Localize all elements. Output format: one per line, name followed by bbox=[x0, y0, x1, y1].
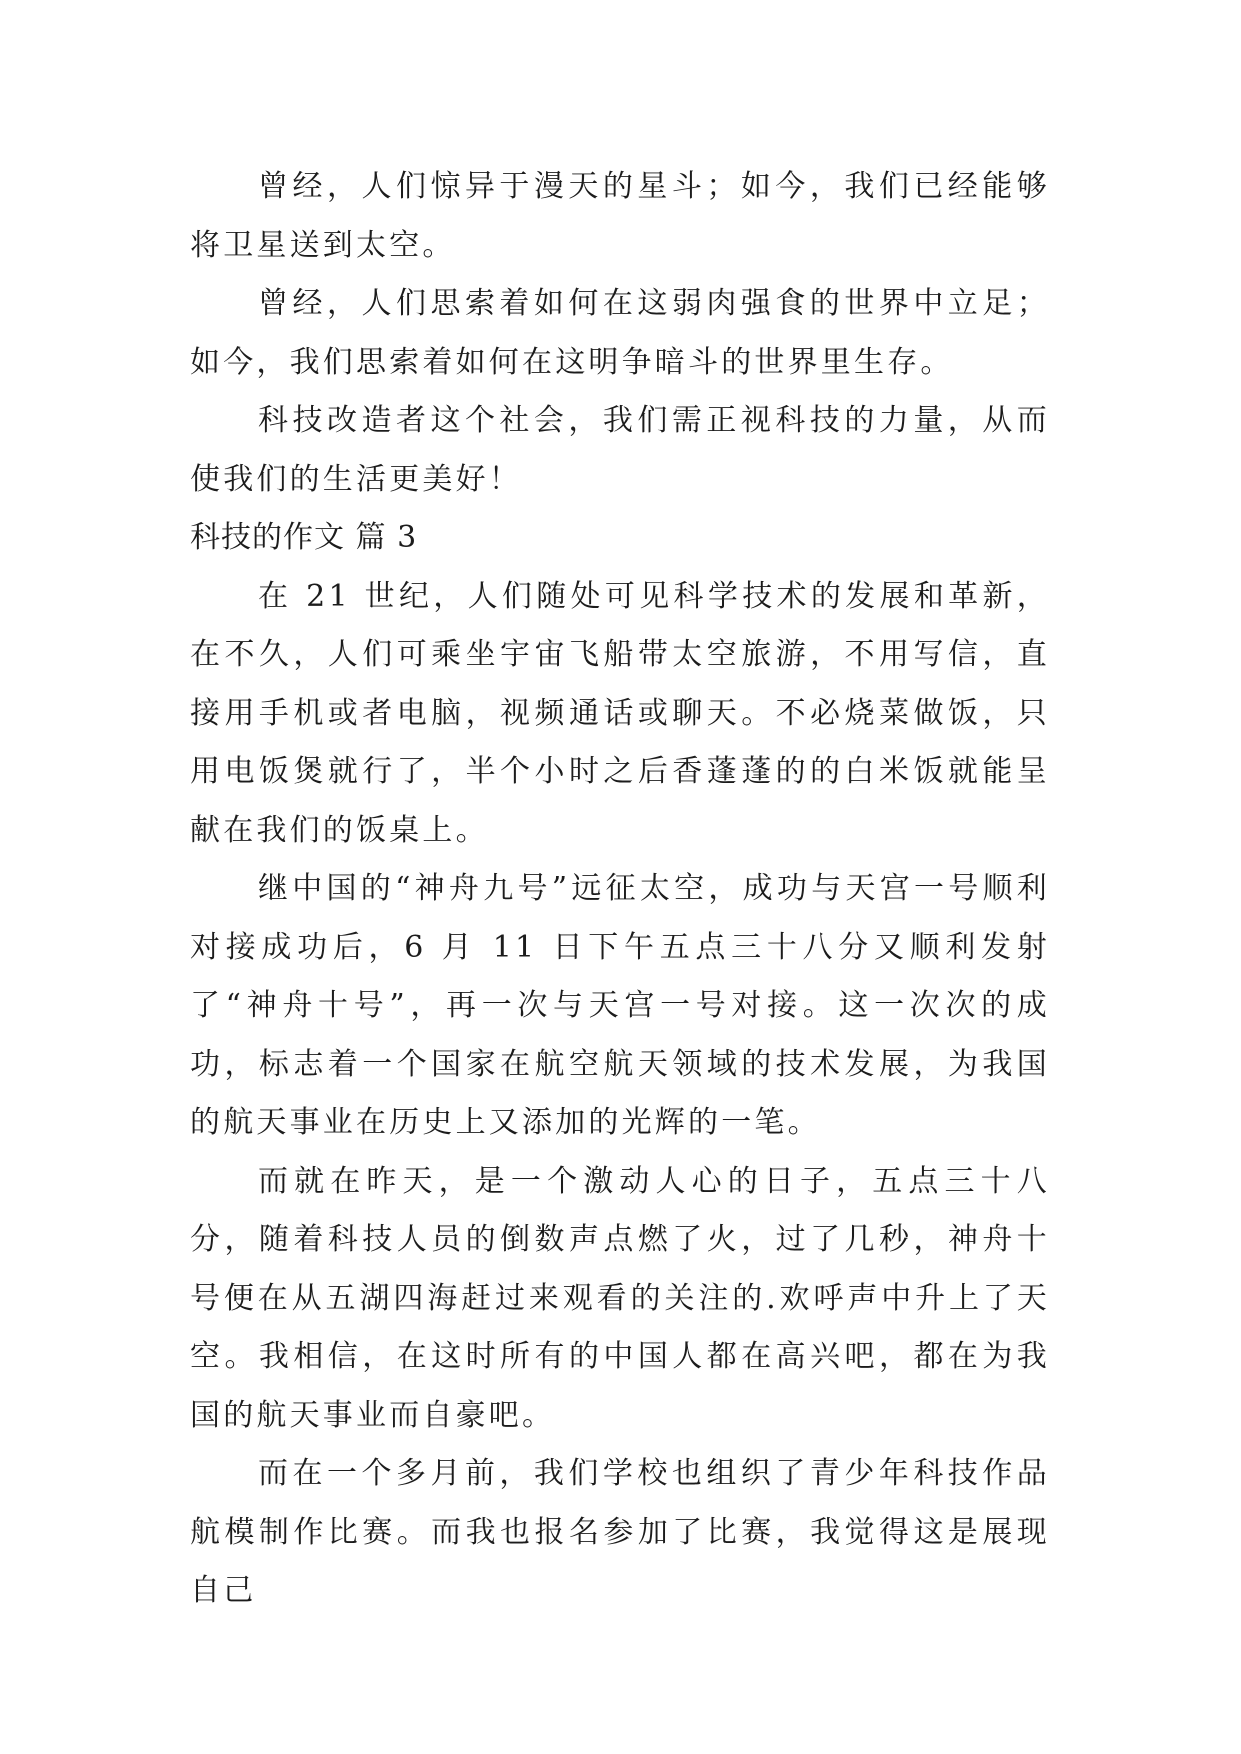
paragraph-model-contest: 而在一个多月前，我们学校也组织了青少年科技作品航模制作比赛。而我也报名参加了比赛，我觉得这是展现自己 bbox=[190, 1456, 1050, 1608]
paragraph-survival: 曾经，人们思索着如何在这弱肉强食的世界中立足；如今，我们思索着如何在这明争暗斗的世界里生存。 bbox=[190, 286, 1050, 380]
section-heading: 科技的作文 篇 3 bbox=[190, 520, 418, 555]
paragraph-stars: 曾经，人们惊异于漫天的星斗；如今，我们已经能够将卫星送到太空。 bbox=[190, 169, 1050, 263]
paragraph-tech-power: 科技改造者这个社会，我们需正视科技的力量，从而使我们的生活更美好！ bbox=[190, 403, 1050, 497]
paragraph-shenzhou: 继中国的“神舟九号”远征太空，成功与天宫一号顺利对接成功后，6 月 11 日下午五点三十八分又顺利发射了“神舟十号”，再一次与天宫一号对接。这一次次的成功，标志着一个国家在航空航天领域的技术发展，为我国的航天事业在历史上又添加的光辉的一笔。 bbox=[190, 871, 1050, 1140]
document-body bbox=[190, 158, 1050, 1621]
paragraph-21st-century: 在 21 世纪，人们随处可见科学技术的发展和革新，在不久，人们可乘坐宇宙飞船带太空旅游，不用写信，直接用手机或者电脑，视频通话或聊天。不必烧菜做饭，只用电饭煲就行了，半个小时之后香蓬蓬的的白米饭就能呈献在我们的饭桌上。 bbox=[190, 578, 1050, 848]
paragraph-launch-day: 而就在昨天，是一个激动人心的日子，五点三十八分，随着科技人员的倒数声点燃了火，过了几秒，神舟十号便在从五湖四海赶过来观看的关注的.欢呼声中升上了天空。我相信，在这时所有的中国人都在高兴吧，都在为我国的航天事业而自豪吧。 bbox=[190, 1163, 1050, 1433]
